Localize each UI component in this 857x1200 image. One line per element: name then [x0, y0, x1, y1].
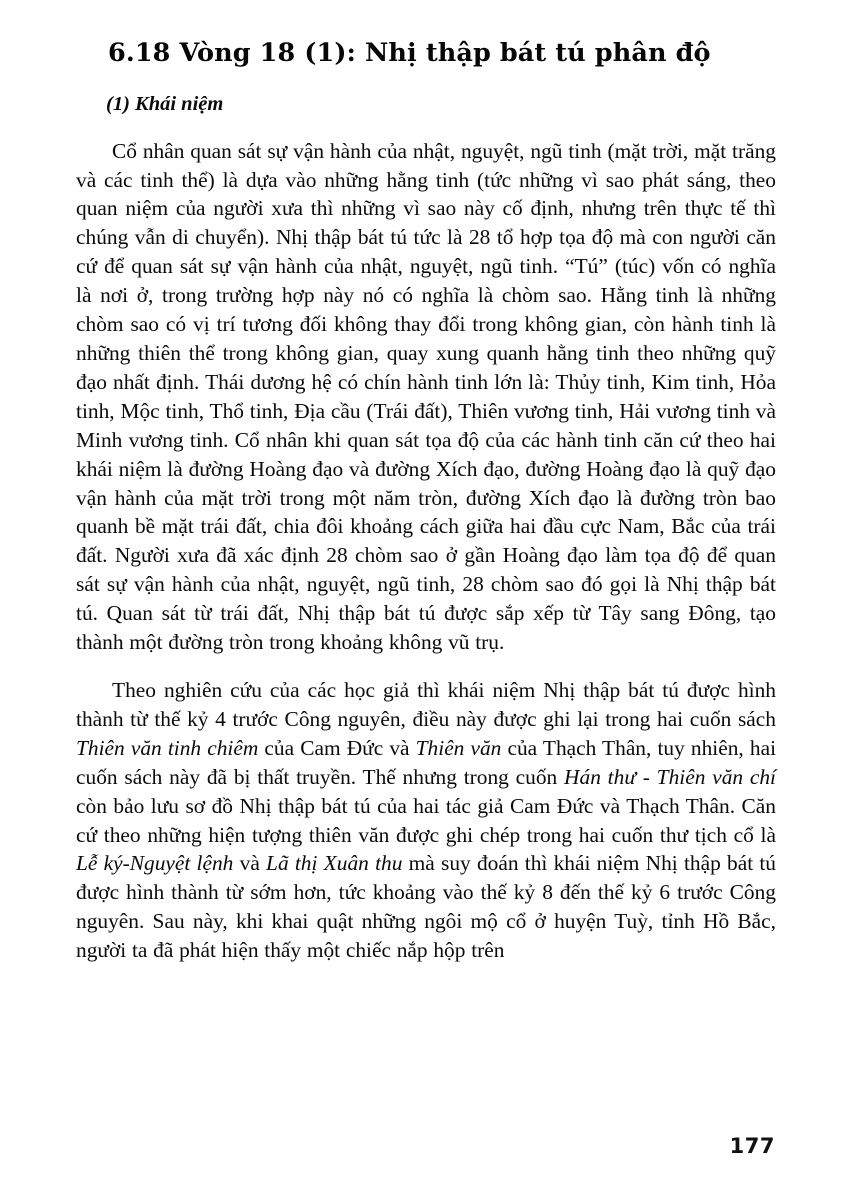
book-title-italic: Thiên văn tinh chiêm [76, 735, 259, 760]
book-title-italic: Lễ ký-Nguyệt lệnh [76, 851, 234, 876]
body-paragraph-1: Cổ nhân quan sát sự vận hành của nhật, nguyệt, ngũ tinh (mặt trời, mặt trăng và các tinh thể) là dựa vào những hằng tinh (tức những vì sao phát sáng, theo quan niệm của người xưa thì những vì sao này cố định, nhưng trên thực tế thì chúng vẫn di chuyển). Nhị thập bát tú tức là 28 tổ hợp tọa độ mà con người căn cứ để quan sát sự vận hành của nhật, nguyệt, ngũ tinh. “Tú” (túc) vốn có nghĩa là nơi ở, trong trường hợp này nó có nghĩa là chòm sao. Hằng tinh là những chòm sao có vị trí tương đối không thay đổi trong không gian, còn hành tinh là những thiên thể trong không gian, quay xung quanh hằng tinh theo những quỹ đạo nhất định. Thái dương hệ có chín hành tinh lớn là: Thủy tinh, Kim tinh, Hỏa tinh, Mộc tinh, Thổ tinh, Địa cầu (Trái đất), Thiên vương tinh, Hải vương tinh và Minh vương tinh. Cổ nhân khi quan sát tọa độ của các hành tinh căn cứ theo hai khái niệm là đường Hoàng đạo và đường Xích đạo, đường Hoàng đạo là quỹ đạo vận hành của mặt trời trong một năm tròn, đường Xích đạo là đường tròn bao quanh bề mặt trái đất, chia đôi khoảng cách giữa hai đầu cực Nam, Bắc của trái đất. Người xưa đã xác định 28 chòm sao ở gần Hoàng đạo làm tọa độ để quan sát sự vận hành của nhật, nguyệt, ngũ tinh, 28 chòm sao đó gọi là Nhị thập bát tú. Quan sát từ trái đất, Nhị thập bát tú được sắp xếp từ Tây sang Đông, tạo thành một đường tròn trong khoảng không vũ trụ. [76, 138, 776, 655]
book-title-italic: Thiên văn [415, 735, 502, 760]
page-content [76, 0, 776, 965]
book-title-italic: Hán thư - Thiên văn chí [564, 764, 777, 789]
book-title-italic: Lã thị Xuân thu [266, 851, 403, 876]
body-paragraph-2: Theo nghiên cứu của các học giả thì khái niệm Nhị thập bát tú được hình thành từ thế kỷ 4 trước Công nguyên, điều này được ghi lại trong hai cuốn sách Thiên văn tinh chiêm của Cam Đức và Thiên văn của Thạch Thân, tuy nhiên, hai cuốn sách này đã bị thất truyền. Thế nhưng trong cuốn Hán thư - Thiên văn chí còn bảo lưu sơ đồ Nhị thập bát tú của hai tác giả Cam Đức và Thạch Thân. Căn cứ theo những hiện tượng thiên văn được ghi chép trong hai cuốn thư tịch cổ là Lễ ký-Nguyệt lệnh và Lã thị Xuân thu mà suy đoán thì khái niệm Nhị thập bát tú được hình thành từ sớm hơn, tức khoảng vào thế kỷ 8 đến thế kỷ 6 trước Công nguyên. Sau này, khi khai quật những ngôi mộ cổ ở huyện Tuỳ, tỉnh Hồ Bắc, người ta đã phát hiện thấy một chiếc nắp hộp trên [76, 677, 777, 963]
page-number: 177 [729, 1134, 775, 1158]
section-heading: 6.18 Vòng 18 (1): Nhị thập bát tú phân độ [108, 38, 711, 68]
subsection-heading: (1) Khái niệm [106, 93, 224, 116]
